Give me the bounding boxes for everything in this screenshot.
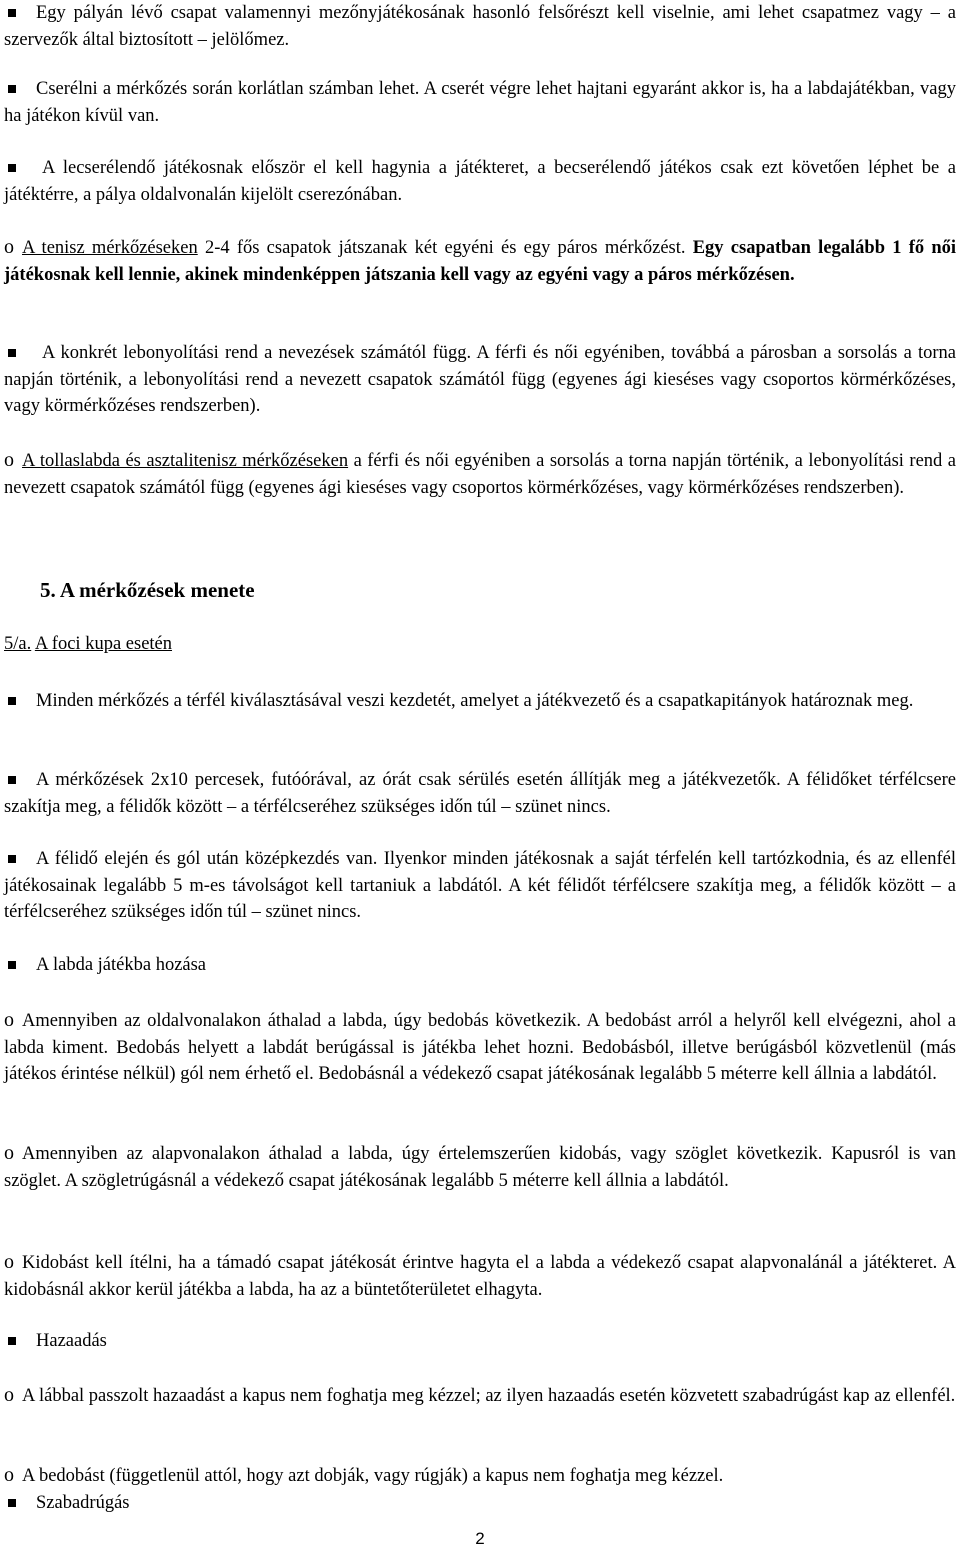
square-bullet-icon xyxy=(8,85,16,93)
circle-bullet-icon: o xyxy=(4,236,14,258)
page-number: 2 xyxy=(475,1529,485,1548)
paragraph-9: A félidő elején és gól után középkezdés van. Ilyenkor minden játékosnak a saját térfelén kell tartózkodnia, és az ellenfél játékosainak legalább 5 m-es távolságot kell tartaniuk a labdától. A két félidőt térfélcsere szakítja meg, a félidők között – a térfélcseréhez szükséges időn túl – szünet nincs. xyxy=(4,849,956,922)
paragraph-5: A konkrét lebonyolítási rend a nevezések számától függ. A férfi és női egyéniben, továbbá a párosban a sorsolás a torna napján történik, a lebonyolítási rend a nevezett csapatok számától függ (egyenes ági kieséses vagy csoportos körmérkőzéses, vagy körmérkőzéses rendszerben). xyxy=(4,343,956,416)
paragraph-2: Cserélni a mérkőzés során korlátlan számban lehet. A cserét végre lehet hajtani egyaránt akkor is, ha a labdajátékban, vagy ha játékon kívül van. xyxy=(4,79,956,126)
sub-heading-title: A foci kupa esetén xyxy=(34,634,173,654)
paragraph-16: o A bedobást (függetlenül attól, hogy azt dobják, vagy rúgják) a kapus nem foghatja meg kézzel. xyxy=(4,1464,724,1486)
square-bullet-icon xyxy=(8,961,16,969)
paragraph-1: Egy pályán lévő csapat valamennyi mezőnyjátékosának hasonló felsőrészt kell viselnie, ami lehet csapatmez vagy – a szervezők által biztosított – jelölőmez. xyxy=(4,3,956,50)
paragraph-10: A labda játékba hozása xyxy=(4,952,956,979)
section-heading: 5. A mérkőzések menete xyxy=(40,578,255,602)
square-bullet-icon xyxy=(8,855,16,863)
paragraph-7: Minden mérkőzés a térfél kiválasztásával veszi kezdetét, amelyet a játékvezető és a csapatkapitányok határoznak meg. xyxy=(4,688,956,715)
square-bullet-icon xyxy=(8,349,16,357)
square-bullet-icon xyxy=(8,1337,16,1345)
square-bullet-icon xyxy=(8,9,16,17)
circle-bullet-icon: o xyxy=(4,1384,14,1406)
paragraph-6: o A tollaslabda és asztalitenisz mérkőzéseken a férfi és női egyéniben a sorsolás a torna napján történik, a lebonyolítási rend a nevezett csapatok számától függ (egyenes ági kieséses vagy csoportos körmérkőzéses, vagy körmérkőzéses rendszerben). xyxy=(4,449,956,498)
paragraph-12: o Amennyiben az alapvonalakon áthalad a labda, úgy értelemszerűen kidobás, vagy szöglet következik. Kapusról is van szöglet. A szögletrúgásnál a védekező csapat játékosának legalább 5 méterre kell állnia a labdától. xyxy=(4,1142,956,1191)
paragraph-8: A mérkőzések 2x10 percesek, futóórával, az órát csak sérülés esetén állítják meg a játékvezetők. A félidőket térfélcsere szakítja meg, a félidők között – a térfélcseréhez szükséges időn túl – szünet nincs. xyxy=(4,770,956,817)
circle-bullet-icon: o xyxy=(4,1009,14,1031)
paragraph-15: o A lábbal passzolt hazaadást a kapus nem foghatja meg kézzel; az ilyen hazaadás esetén közvetett szabadrúgást kap az ellenfél. xyxy=(4,1384,956,1406)
square-bullet-icon xyxy=(8,776,16,784)
circle-bullet-icon: o xyxy=(4,1251,14,1273)
paragraph-17: Szabadrúgás xyxy=(4,1490,956,1517)
square-bullet-icon xyxy=(8,1499,16,1507)
paragraph-11: o Amennyiben az oldalvonalakon áthalad a labda, úgy bedobás következik. A bedobást arról a helyről kell elvégezni, ahol a labda kiment. Bedobás helyett a labdát berúgással is játékba lehet hozni. Bedobásból, illetve berúgásból közvetlenül (más játékos érintése nélkül) gól nem érhető el. Bedobásnál a védekező csapat játékosának legalább 5 méterre kell állnia a labdától. xyxy=(4,1009,956,1084)
sub-heading xyxy=(4,634,172,655)
paragraph-13: o Kidobást kell ítélni, ha a támadó csapat játékosát érintve hagyta el a labda a védekező csapat alapvonalánál a játékteret. A kidobásnál akkor kerül játékba a labda, ha az a büntetőterületet elhagyta. xyxy=(4,1251,956,1300)
sub-heading-number: 5/a. xyxy=(4,634,32,654)
square-bullet-icon xyxy=(8,697,16,705)
circle-bullet-icon: o xyxy=(4,449,14,471)
paragraph-3: A lecserélendő játékosnak először el kell hagynia a játékteret, a becserélendő játékos csak ezt követően léphet be a játéktérre, a pálya oldalvonalán kijelölt cserezónában. xyxy=(4,158,956,205)
paragraph-4: o A tenisz mérkőzéseken 2-4 fős csapatok játszanak két egyéni és egy páros mérkőzést. Egy csapatban legalább 1 fő női játékosnak kell lennie, akinek mindenképpen játszania kell vagy az egyéni vagy a páros mérkőzésen. xyxy=(4,236,956,285)
circle-bullet-icon: o xyxy=(4,1464,14,1486)
circle-bullet-icon: o xyxy=(4,1142,14,1164)
square-bullet-icon xyxy=(8,164,16,172)
paragraph-14: Hazaadás xyxy=(4,1328,956,1355)
